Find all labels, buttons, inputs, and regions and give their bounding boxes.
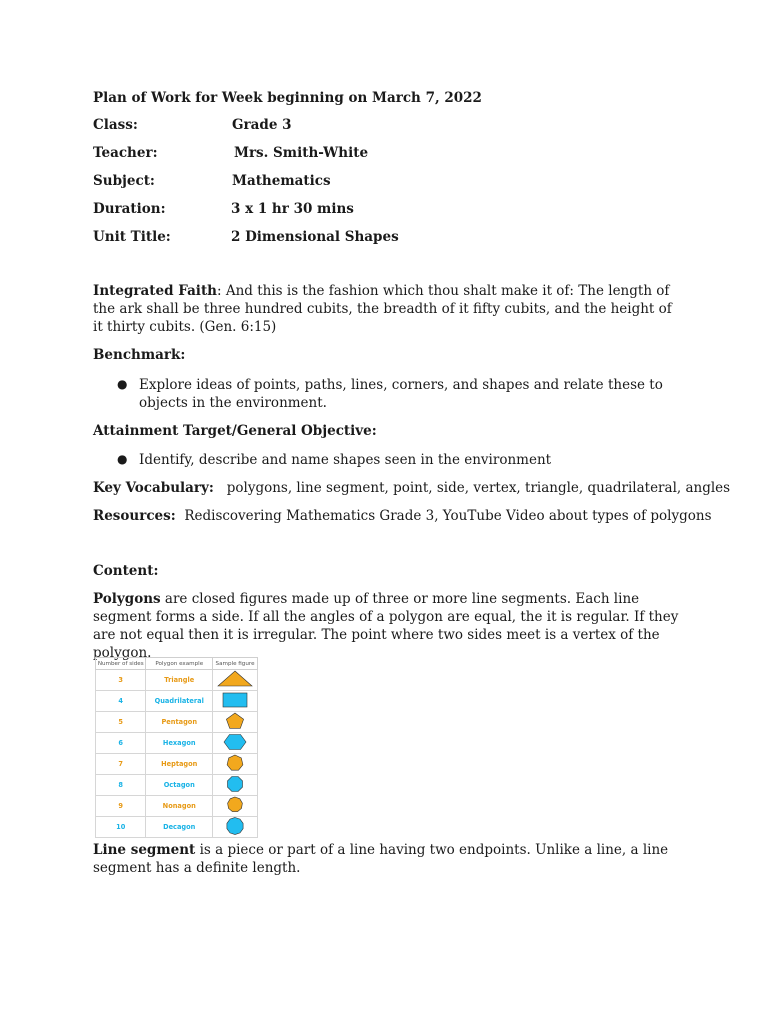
figure-cell — [213, 796, 258, 817]
polygon-name-cell: Hexagon — [146, 733, 213, 754]
table-row — [96, 796, 258, 817]
teacher-label: Teacher: — [93, 145, 158, 161]
sides-cell: 9 — [96, 796, 146, 817]
resources-text: Rediscovering Mathematics Grade 3, YouTube Video about types of polygons — [184, 508, 712, 524]
resources-label: Resources: — [93, 508, 176, 524]
unit-title-value: 2 Dimensional Shapes — [231, 229, 399, 245]
pentagon-shape — [215, 712, 255, 730]
line-segment-paragraph — [93, 841, 683, 877]
polygon-name-cell: Nonagon — [146, 796, 213, 817]
sides-cell: 5 — [96, 712, 146, 733]
heptagon-shape — [215, 754, 255, 772]
integrated-faith-text: : And this is the fashion which thou shalt make it of: The length of the ark shall be three hundred cubits, the breadth of it fifty cubits, and the height of it thirty cubits. (Gen. 6:15) — [93, 283, 672, 335]
class-value: Grade 3 — [232, 117, 292, 133]
polygon-name-cell: Heptagon — [146, 754, 213, 775]
integrated-faith-paragraph — [93, 282, 683, 336]
nonagon-shape — [215, 796, 255, 814]
bullet-icon: ● — [117, 377, 128, 391]
polygon-name-cell: Octagon — [146, 775, 213, 796]
polygons-paragraph — [93, 590, 683, 662]
octagon-shape — [215, 775, 255, 793]
hexagon-shape — [215, 733, 255, 751]
sides-cell: 3 — [96, 670, 146, 691]
figure-cell — [213, 775, 258, 796]
table-row — [96, 691, 258, 712]
polygons-term: Polygons — [93, 591, 161, 607]
sides-cell: 8 — [96, 775, 146, 796]
polygon-name-cell: Pentagon — [146, 712, 213, 733]
attainment-item: Identify, describe and name shapes seen in the environment — [139, 452, 552, 468]
benchmark-item: Explore ideas of points, paths, lines, corners, and shapes and relate these to objects in the environment. — [139, 377, 663, 411]
plan-heading: Plan of Work for Week beginning on March 7, 2022 — [93, 90, 482, 106]
table-row — [96, 733, 258, 754]
subject-value: Mathematics — [232, 173, 331, 189]
subject-label: Subject: — [93, 173, 155, 189]
polygon-name-cell: Quadrilateral — [146, 691, 213, 712]
table-row — [96, 817, 258, 838]
teacher-value: Mrs. Smith-White — [234, 145, 369, 161]
attainment-heading: Attainment Target/General Objective: — [93, 423, 377, 439]
vocabulary-line — [93, 479, 730, 497]
class-label: Class: — [93, 117, 138, 133]
duration-label: Duration: — [93, 201, 166, 217]
table-row — [96, 712, 258, 733]
bullet-icon: ● — [117, 452, 128, 466]
sides-cell: 7 — [96, 754, 146, 775]
line-segment-text: is a piece or part of a line having two endpoints. Unlike a line, a line segment has a definite length. — [93, 842, 669, 876]
quadrilateral-shape — [215, 691, 255, 709]
vocabulary-label: Key Vocabulary: — [93, 480, 214, 496]
figure-cell — [213, 712, 258, 733]
figure-cell — [213, 754, 258, 775]
figure-cell — [213, 691, 258, 712]
table-row — [96, 670, 258, 691]
table-row — [96, 775, 258, 796]
figure-cell — [213, 733, 258, 754]
table-row — [96, 754, 258, 775]
table-header: Number of sides — [96, 658, 146, 670]
polygon-name-cell: Decagon — [146, 817, 213, 838]
integrated-faith-label: Integrated Faith — [93, 283, 217, 299]
benchmark-heading: Benchmark: — [93, 347, 186, 363]
line-segment-term: Line segment — [93, 842, 196, 858]
decagon-shape — [215, 817, 255, 835]
sides-cell: 10 — [96, 817, 146, 838]
triangle-shape — [215, 670, 255, 688]
sides-cell: 6 — [96, 733, 146, 754]
polygon-table — [95, 657, 258, 838]
vocabulary-text: polygons, line segment, point, side, vertex, triangle, quadrilateral, angles — [226, 480, 731, 496]
duration-value: 3 x 1 hr 30 mins — [231, 201, 354, 217]
table-header: Polygon example — [146, 658, 213, 670]
table-header: Sample figure — [213, 658, 258, 670]
content-heading: Content: — [93, 563, 159, 579]
figure-cell — [213, 670, 258, 691]
resources-line — [93, 507, 712, 525]
polygons-text: are closed figures made up of three or more line segments. Each line segment forms a side. If all the angles of a polygon are equal, the it is regular. If they are not equal then it is irregular. The point where two sides meet is a vertex of the polygon. — [93, 591, 679, 661]
sides-cell: 4 — [96, 691, 146, 712]
figure-cell — [213, 817, 258, 838]
polygon-name-cell: Triangle — [146, 670, 213, 691]
unit-title-label: Unit Title: — [93, 229, 171, 245]
